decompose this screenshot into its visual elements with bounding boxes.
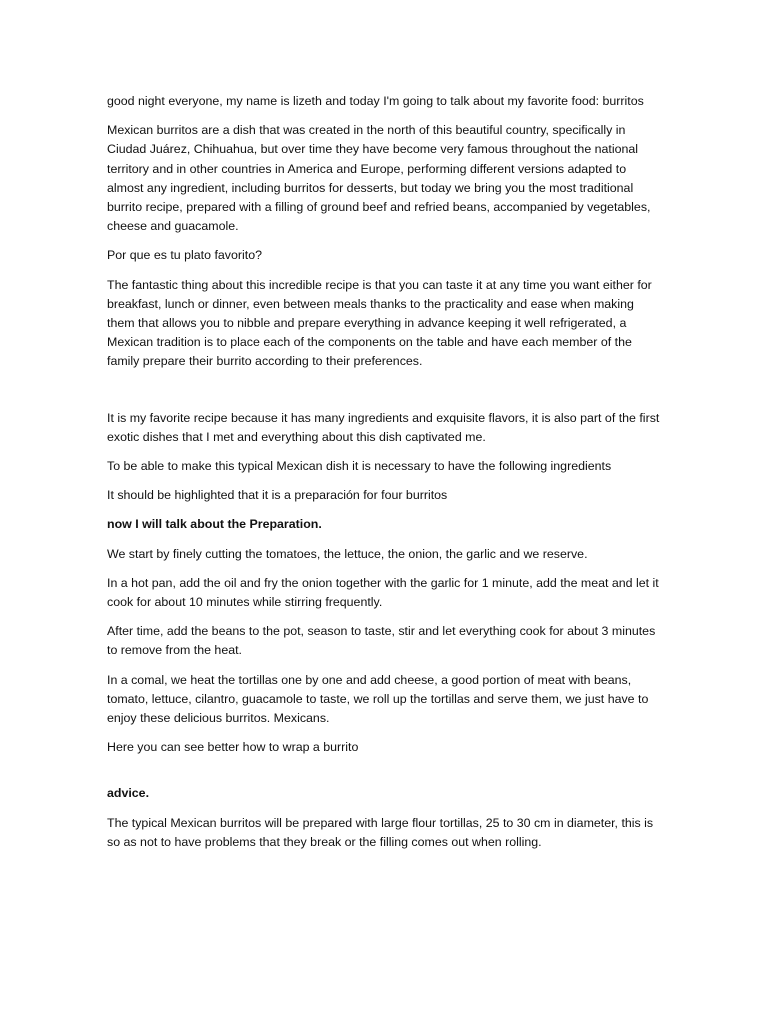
servings-paragraph: It should be highlighted that it is a preparación for four burritos — [107, 488, 448, 503]
favorite-reason-paragraph: It is my favorite recipe because it has many ingredients and exquisite flavors, it is also part of the first exotic dishes that I met and everything about this dish captivated me. — [107, 410, 660, 444]
wrap-burrito-paragraph: Here you can see better how to wrap a burrito — [107, 740, 359, 755]
blank-space — [107, 767, 662, 784]
intro-paragraph: good night everyone, my name is lizeth and today I'm going to talk about my favorite food: burritos — [107, 94, 644, 108]
tortilla-advice-paragraph: The typical Mexican burritos will be prepared with large flour tortillas, 25 to 30 cm in diameter, this is so as not to have problems that they break or the filling comes out when rolling. — [107, 815, 654, 849]
blank-space — [107, 382, 662, 409]
question-paragraph: Por que es tu plato favorito? — [107, 248, 262, 263]
step-frying-paragraph: In a hot pan, add the oil and fry the onion together with the garlic for 1 minute, add the meat and let it cook for about 10 minutes while stirring frequently. — [107, 575, 659, 610]
origin-paragraph: Mexican burritos are a dish that was created in the north of this beautiful country, specifically in Ciudad Juárez, Chihuahua, but over time they have become very famous throughout the national territory and in other countries in America and Europe, performing different versions adapted to almost any ingredient, including burritos for desserts, but today we bring you the most traditional burrito recipe, prepared with a filling of ground beef and refried beans, accompanied by vegetables, cheese and guacamole. — [107, 123, 651, 234]
step-beans-paragraph: After time, add the beans to the pot, season to taste, stir and let everything cook for about 3 minutes to remove from the heat. — [107, 624, 656, 658]
fantastic-paragraph: The fantastic thing about this incredible recipe is that you can taste it at any time you want either for breakfast, lunch or dinner, even between meals thanks to the practicality and ease when making them that allows you to nibble and prepare everything in advance keeping it well refrigerated, a Mexican tradition is to place each of the components on the table and have each member of the family prepare their burrito according to their preferences. — [107, 277, 652, 369]
document-page — [107, 92, 662, 862]
step-cutting-paragraph: We start by finely cutting the tomatoes, the lettuce, the onion, the garlic and we reserve. — [107, 546, 588, 561]
ingredients-intro-paragraph: To be able to make this typical Mexican dish it is necessary to have the following ingredients — [107, 459, 612, 474]
step-comal-paragraph: In a comal, we heat the tortillas one by one and add cheese, a good portion of meat with beans, tomato, lettuce, cilantro, guacamole to taste, we roll up the tortillas and serve them, we just have to enjoy these delicious burritos. Mexicans. — [107, 672, 649, 726]
advice-heading: advice. — [107, 786, 150, 801]
preparation-heading: now I will talk about the Preparation. — [107, 517, 322, 532]
